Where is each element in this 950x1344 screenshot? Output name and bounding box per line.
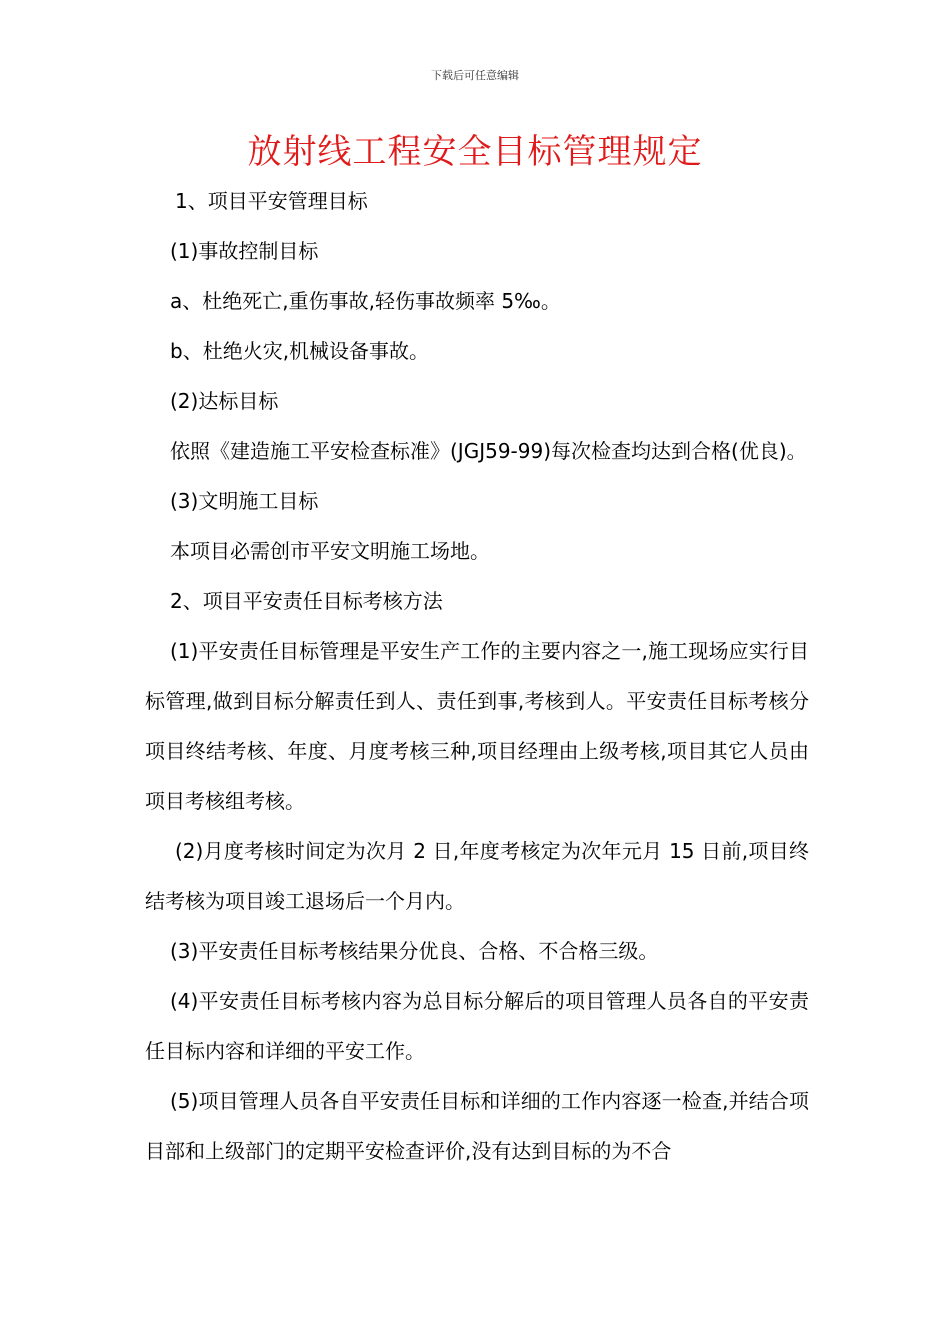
paragraph-assessment-4: (4)平安责任目标考核内容为总目标分解后的项目管理人员各自的平安责任目标内容和详细的平安工作。	[145, 989, 809, 1063]
list-item-a: a、杜绝死亡,重伤事故,轻伤事故频率 5‰。	[170, 289, 561, 313]
document-body	[145, 176, 809, 1176]
header-note: 下载后可任意编辑	[431, 69, 519, 82]
paragraph-assessment-3: (3)平安责任目标考核结果分优良、合格、不合格三级。	[170, 939, 659, 963]
paragraph-standard: 依照《建造施工平安检查标准》(JGJ59-99)每次检查均达到合格(优良)。	[170, 439, 807, 463]
subsection-civilized-construction: (3)文明施工目标	[170, 489, 319, 513]
section-heading-2: 2、项目平安责任目标考核方法	[170, 589, 443, 613]
list-item-b: b、杜绝火灾,机械设备事故。	[170, 339, 430, 363]
paragraph-assessment-2: (2)月度考核时间定为次月 2 日,年度考核定为次年元月 15 日前,项目终结考核为项目竣工退场后一个月内。	[145, 839, 809, 913]
section-heading-1: 1、项目平安管理目标	[175, 189, 368, 213]
paragraph-assessment-1: (1)平安责任目标管理是平安生产工作的主要内容之一,施工现场应实行目标管理,做到目标分解责任到人、责任到事,考核到人。平安责任目标考核分项目终结考核、年度、月度考核三种,项目经理由上级考核,项目其它人员由项目考核组考核。	[145, 639, 809, 813]
paragraph-assessment-5: (5)项目管理人员各自平安责任目标和详细的工作内容逐一检查,并结合项目部和上级部门的定期平安检查评价,没有达到目标的为不合	[145, 1089, 809, 1163]
paragraph-civilized-site: 本项目必需创市平安文明施工场地。	[170, 539, 490, 563]
document-title: 放射线工程安全目标管理规定	[247, 132, 703, 172]
subsection-standard-target: (2)达标目标	[170, 389, 279, 413]
subsection-accident-control: (1)事故控制目标	[170, 239, 319, 263]
